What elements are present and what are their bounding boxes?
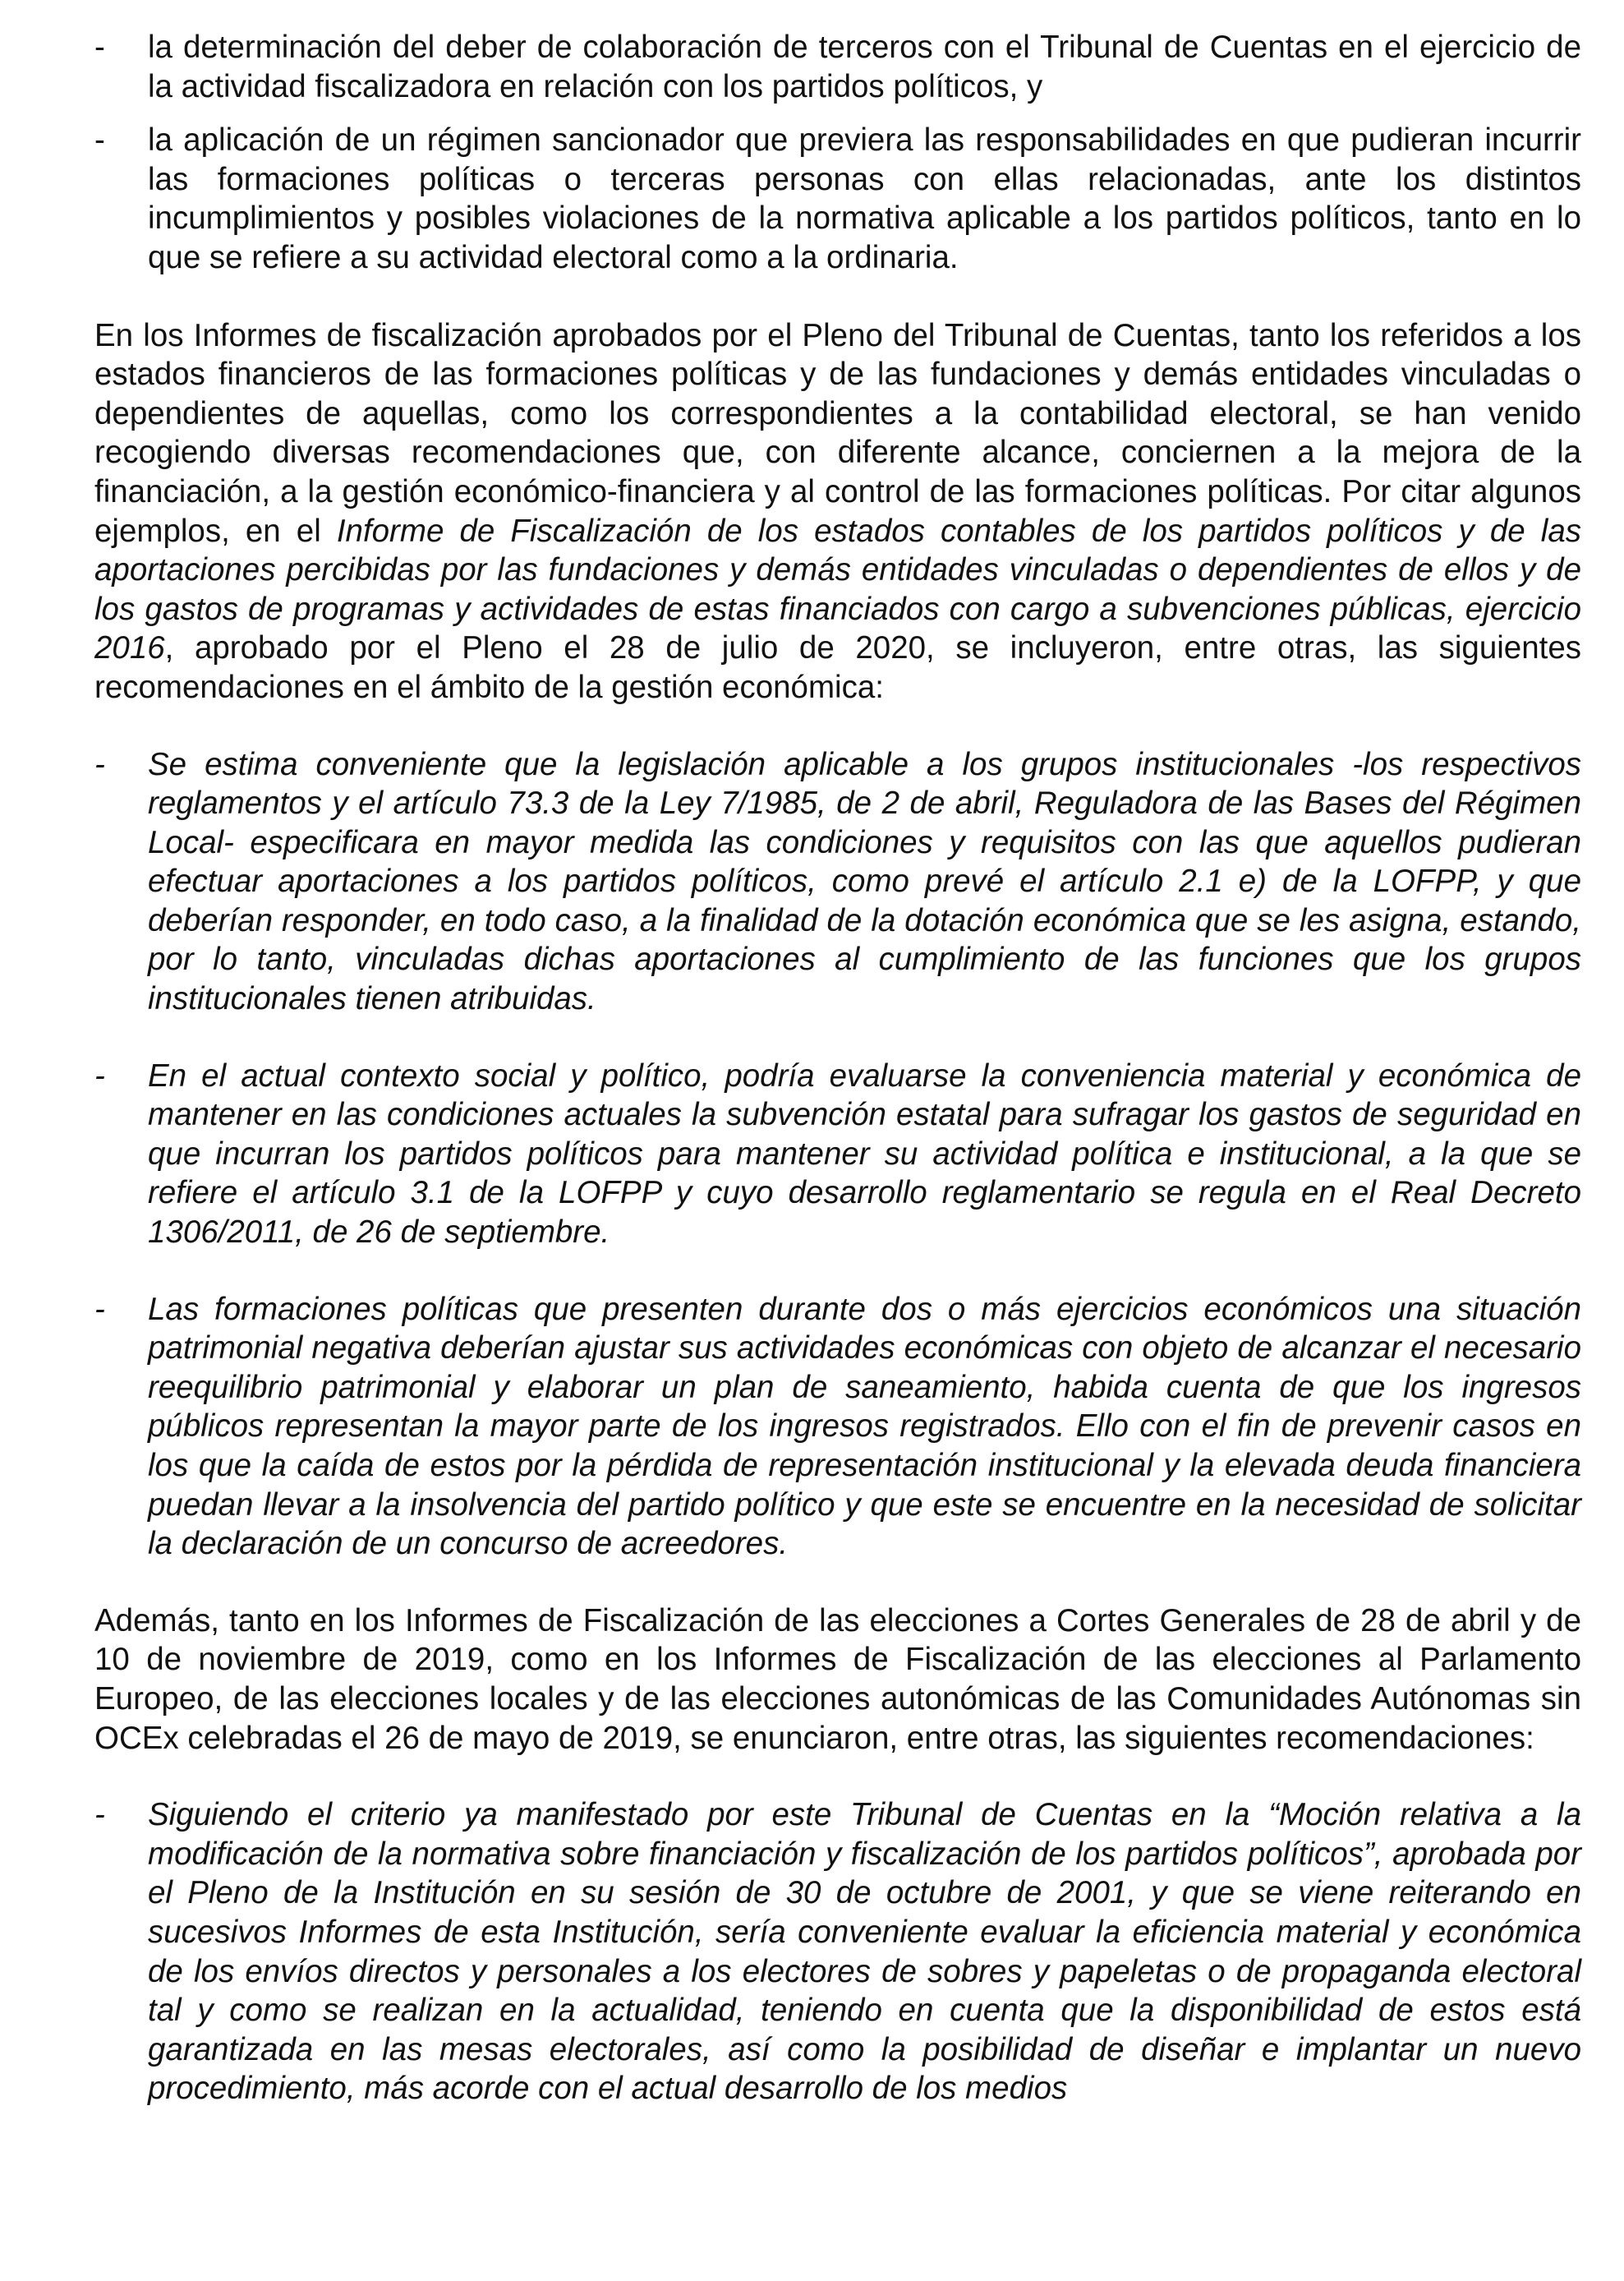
list-item — [94, 121, 1581, 277]
recommendation-text: Las formaciones políticas que presenten durante dos o más ejercicios económicos una situación patrimonial negativa deberían ajustar sus actividades económicas con objeto de alcanzar el necesario reequilibrio patrimonial y elaborar un plan de saneamiento, habida cuenta de que los ingresos públicos representan la mayor parte de los ingresos registrados. Ello con el fin de prevenir casos en los que la caída de estos por la pérdida de representación institucional y la elevada deuda financiera puedan llevar a la insolvencia del partido político y que este se encuentre en la necesidad de solicitar la declaración de un concurso de acreedores. — [148, 1291, 1581, 1562]
list-dash: - — [94, 1797, 105, 1833]
list-dash: - — [94, 746, 105, 782]
recommendation-text: En el actual contexto social y político, podría evaluarse la conveniencia material y económica de mantener en las condiciones actuales la subvención estatal para sufragar los gastos de seguridad en que incurran los partidos políticos para mantener su actividad política e institucional, a la que se refiere el artículo 3.1 de la LOFPP y cuyo desarrollo reglamentario se regula en el Real Decreto 1306/2011, de 26 de septiembre. — [148, 1058, 1581, 1251]
paragraph-text: En los Informes de fiscalización aprobados por el Pleno del Tribunal de Cuentas, tanto los referidos a los estados financieros de las formaciones políticas y de las fundaciones y demás entidades vinculadas o dependientes de aquellas, como los correspondientes a la contabilidad electoral, se han venido recogiendo diversas recomendaciones que, con diferente alcance, conciernen a la mejora de la financiación, a la gestión económico-financiera y al control de las formaciones políticas. Por citar algunos ejemplos, en el — [94, 317, 1581, 549]
recommendation-text: Se estima conveniente que la legislación aplicable a los grupos institucionales -los respectivos reglamentos y el artículo 73.3 de la Ley 7/1985, de 2 de abril, Reguladora de las Bases del Régimen Local- especificara en mayor medida las condiciones y requisitos con las que aquellos pudieran efectuar aportaciones a los partidos políticos, como prevé el artículo 2.1 e) de la LOFPP, y que deberían responder, en todo caso, a la finalidad de la dotación económica que se les asigna, estando, por lo tanto, vinculadas dichas aportaciones al cumplimiento de las funciones que los grupos institucionales tienen atribuidas. — [148, 746, 1581, 1017]
list-item — [94, 28, 1581, 106]
paragraph-recommendations-intro — [94, 316, 1581, 707]
recommendation-text: Siguiendo el criterio ya manifestado por este Tribunal de Cuentas en la “Moción relativa a la modificación de la normativa sobre financiación y fiscalización de los partidos políticos”, aprobada por el Pleno de la Institución en su sesión de 30 de octubre de 2001, y que se viene reiterando en sucesivos Informes de esta Institución, sería conveniente evaluar la eficiencia material y económica de los envíos directos y personales a los electores de sobres y papeletas o de propaganda electoral tal y como se realizan en la actualidad, teniendo en cuenta que la disponibilidad de estos está garantizada en las mesas electorales, así como la posibilidad de diseñar e implantar un nuevo procedimiento, más acorde con el actual desarrollo de los medios — [148, 1797, 1581, 2107]
recommendation-item — [94, 1795, 1581, 2108]
list-item-text: la determinación del deber de colaboración de terceros con el Tribunal de Cuentas en el ejercicio de la actividad fiscalizadora en relación con los partidos políticos, y — [148, 30, 1581, 104]
paragraph-electoral-reports: Además, tanto en los Informes de Fiscalización de las elecciones a Cortes Generales de 28 de abril y de 10 de noviembre de 2019, como en los Informes de Fiscalización de las elecciones al Parlamento Europeo, de las elecciones locales y de las elecciones autonómicas de las Comunidades Autónomas sin OCEx celebradas el 26 de mayo de 2019, se enunciaron, entre otras, las siguientes recomendaciones: — [94, 1602, 1581, 1756]
list-dash: - — [94, 30, 105, 65]
list-dash: - — [94, 1291, 105, 1327]
document-page — [94, 28, 1581, 2108]
recommendation-item — [94, 745, 1581, 1019]
recommendation-item — [94, 1057, 1581, 1252]
recommendation-item — [94, 1290, 1581, 1564]
list-item-text: la aplicación de un régimen sancionador que previera las responsabilidades en que pudieran incurrir las formaciones políticas o terceras personas con ellas relacionadas, ante los distintos incumplimientos y posibles violaciones de la normativa aplicable a los partidos políticos, tanto en lo que se refiere a su actividad electoral como a la ordinaria. — [148, 122, 1581, 275]
report-title-italic: Informe de Fiscalización de los estados contables de los partidos políticos y de las aportaciones percibidas por las fundaciones y demás entidades vinculadas o dependientes de ellos y de los gastos de programas y actividades de estas financiados con cargo a subvenciones públicas, ejercicio 2016 — [94, 513, 1581, 666]
list-dash: - — [94, 1058, 105, 1094]
list-dash: - — [94, 122, 105, 159]
paragraph-text: , aprobado por el Pleno el 28 de julio de 2020, se incluyeron, entre otras, las siguientes recomendaciones en el ámbito de la gestión económica: — [94, 630, 1581, 705]
